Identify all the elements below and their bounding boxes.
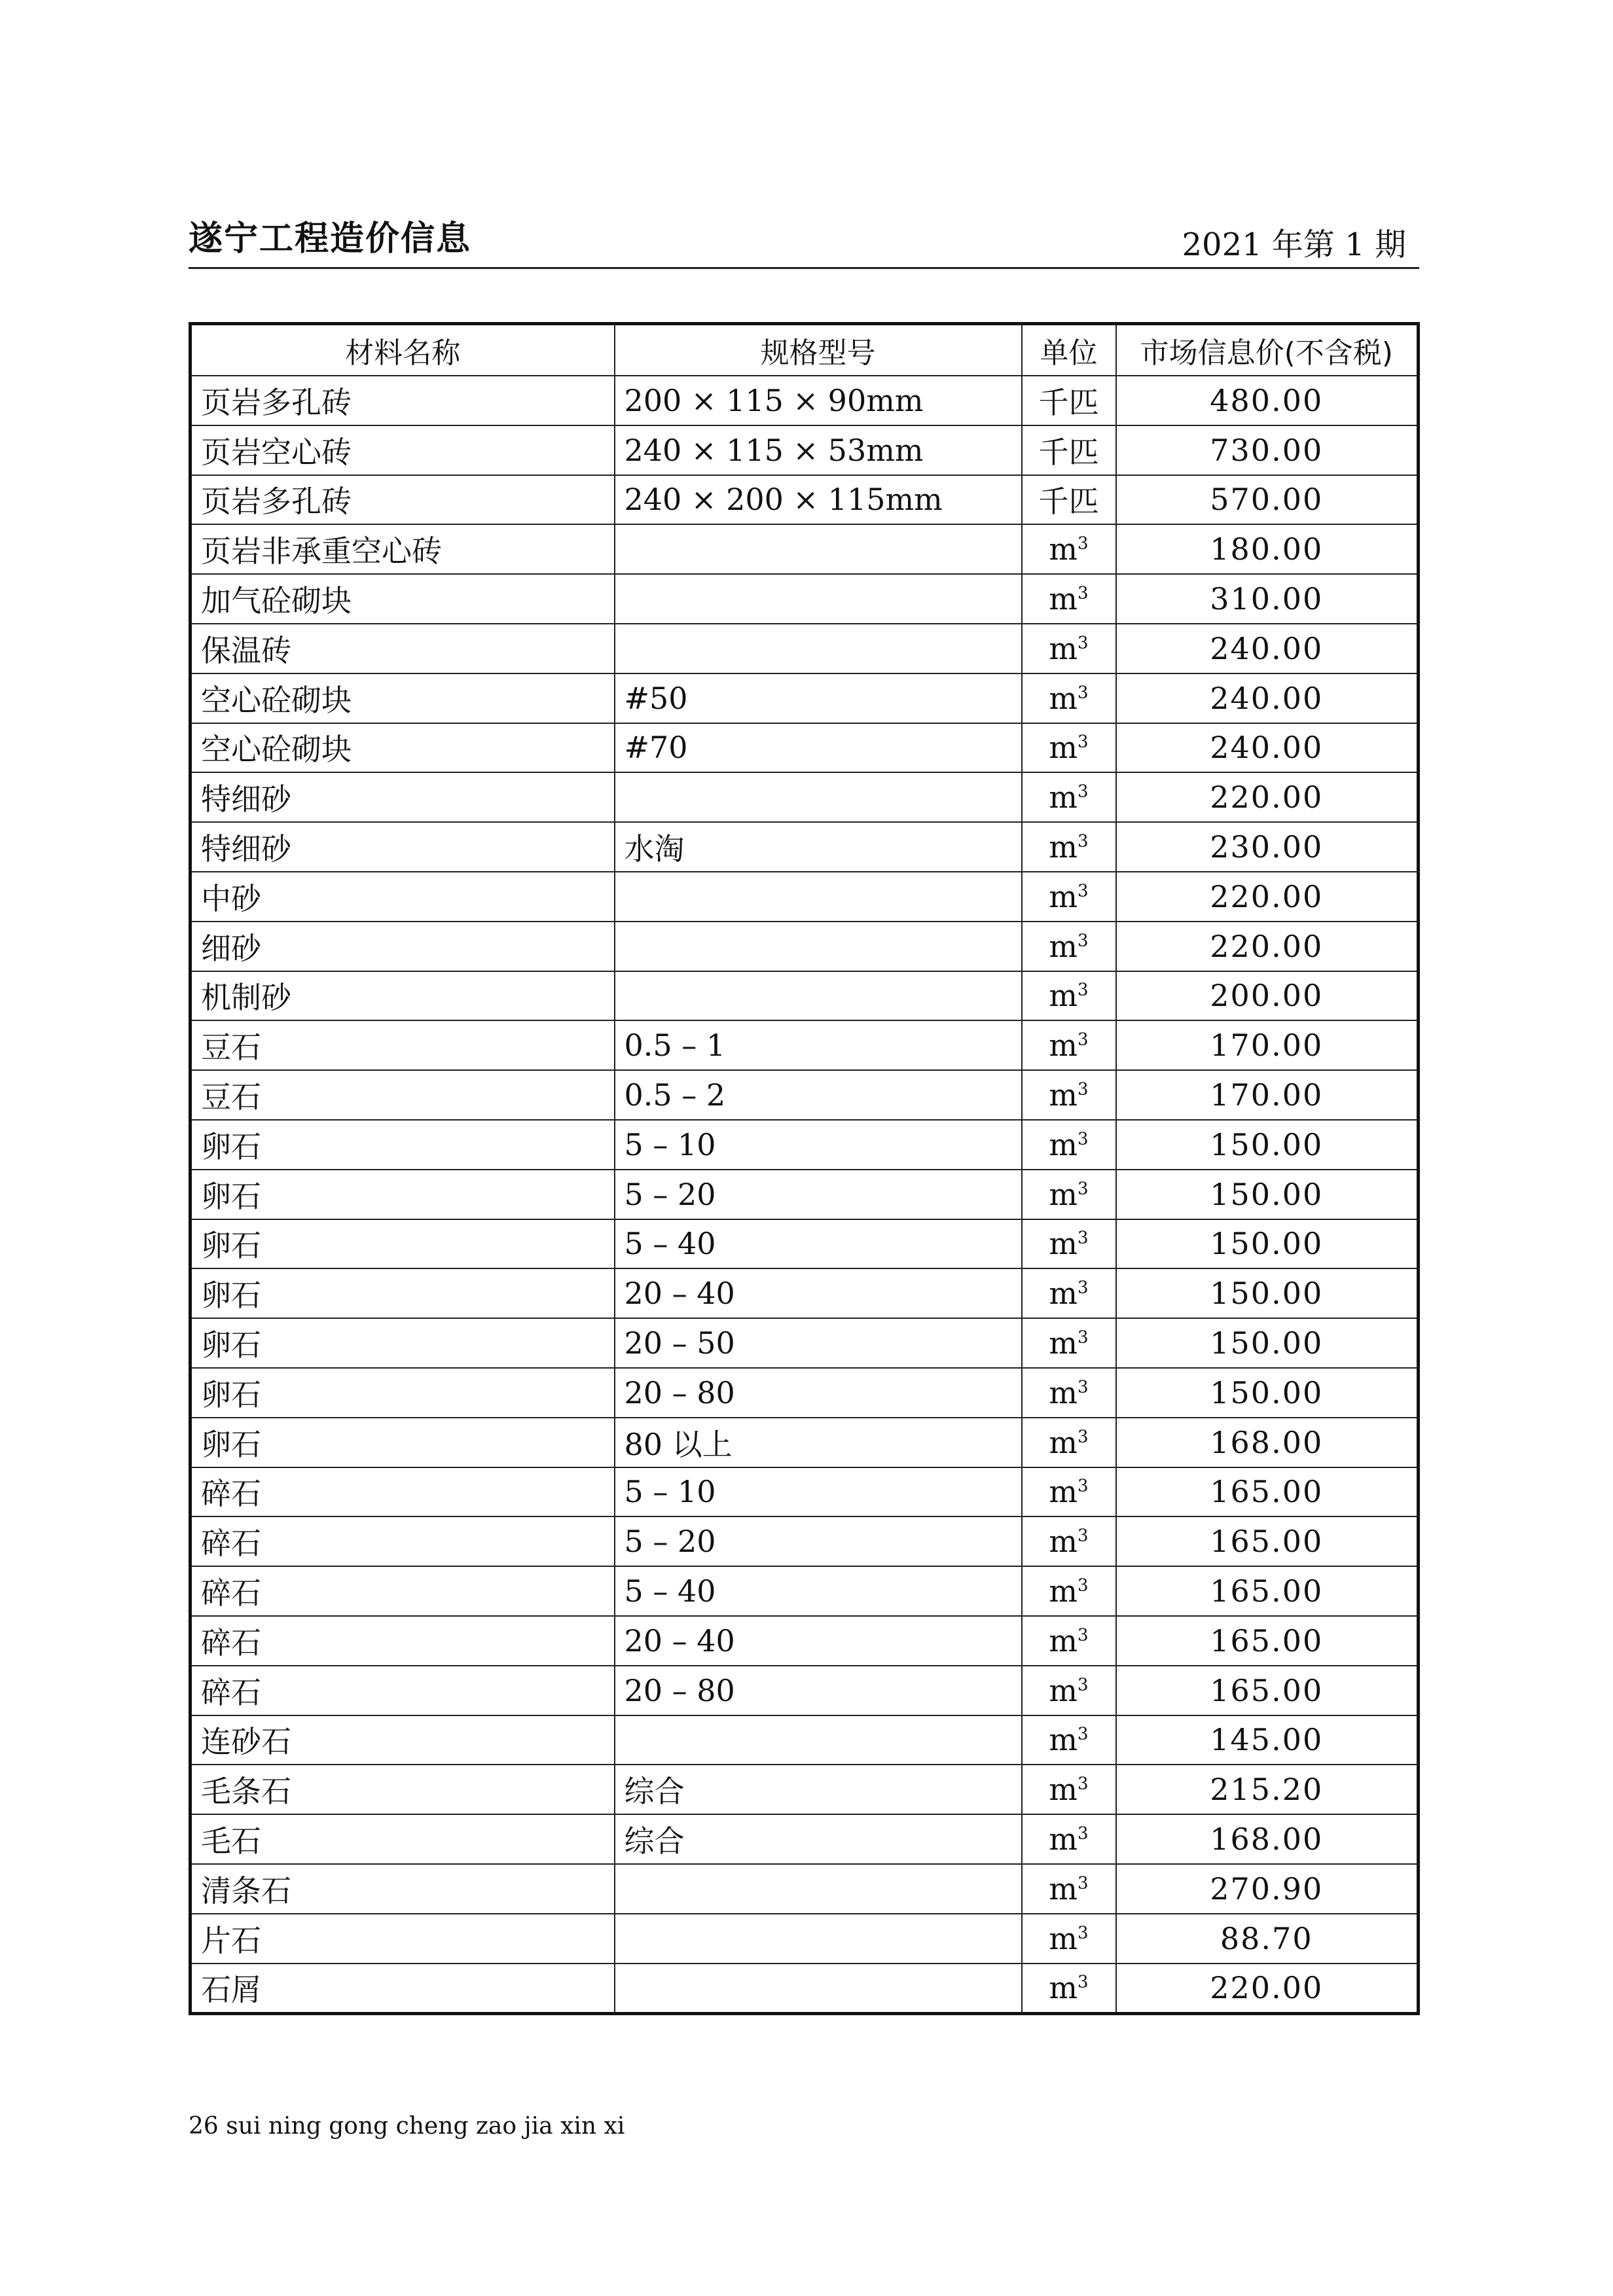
price-cell: 570.00 — [1116, 475, 1419, 525]
cubic-superscript: 3 — [1078, 1129, 1089, 1149]
price-cell: 220.00 — [1116, 772, 1419, 822]
price-cell: 220.00 — [1116, 1964, 1419, 2014]
material-name-cell: 石屑 — [190, 1964, 615, 2014]
spec-cell: 5 – 40 — [615, 1566, 1022, 1616]
table-row — [190, 1219, 1419, 1269]
cubic-superscript: 3 — [1078, 1179, 1089, 1199]
unit-cell: $m^3$ — [1022, 574, 1116, 624]
price-cell: 220.00 — [1116, 922, 1419, 971]
cubic-superscript: 3 — [1078, 1030, 1089, 1050]
unit-cell: $m^3$ — [1022, 1219, 1116, 1269]
table-row — [190, 1020, 1419, 1070]
column-header-unit: 单位 — [1022, 324, 1116, 376]
spec-cell — [615, 1715, 1022, 1765]
unit-cell: $m^3$ — [1022, 1914, 1116, 1964]
material-name-cell: 豆石 — [190, 1070, 615, 1120]
cubic-superscript: 3 — [1078, 831, 1089, 852]
spec-cell — [615, 524, 1022, 574]
price-cell: 150.00 — [1116, 1268, 1419, 1318]
material-name-cell: 碎石 — [190, 1467, 615, 1517]
cubic-superscript: 3 — [1078, 533, 1089, 554]
unit-cell: $m^3$ — [1022, 1318, 1116, 1368]
spec-cell: 5 – 10 — [615, 1467, 1022, 1517]
unit-cell: $m^3$ — [1022, 1765, 1116, 1814]
material-name-cell: 保温砖 — [190, 624, 615, 673]
price-cell: 310.00 — [1116, 574, 1419, 624]
material-name-cell: 豆石 — [190, 1020, 615, 1070]
unit-cell: $m^3$ — [1022, 1864, 1116, 1914]
spec-cell: 0.5 – 1 — [615, 1020, 1022, 1070]
column-header-spec: 规格型号 — [615, 324, 1022, 376]
table-row — [190, 1268, 1419, 1318]
table-row — [190, 1120, 1419, 1170]
table-row — [190, 1765, 1419, 1814]
material-name-cell: 碎石 — [190, 1616, 615, 1666]
spec-cell: 5 – 20 — [615, 1516, 1022, 1566]
unit-cell: $m^3$ — [1022, 1616, 1116, 1666]
material-name-cell: 卵石 — [190, 1268, 615, 1318]
table-row — [190, 673, 1419, 723]
table-row — [190, 624, 1419, 673]
material-name-cell: 清条石 — [190, 1864, 615, 1914]
unit-cell: $m^3$ — [1022, 1170, 1116, 1219]
material-name-cell: 细砂 — [190, 922, 615, 971]
price-cell: 150.00 — [1116, 1120, 1419, 1170]
spec-cell: 水淘 — [615, 822, 1022, 872]
spec-cell — [615, 574, 1022, 624]
price-cell: 165.00 — [1116, 1616, 1419, 1666]
material-name-cell: 页岩非承重空心砖 — [190, 524, 615, 574]
spec-cell: 20 – 50 — [615, 1318, 1022, 1368]
spec-cell: 240 × 115 × 53mm — [615, 425, 1022, 475]
price-cell: 150.00 — [1116, 1219, 1419, 1269]
price-cell: 165.00 — [1116, 1516, 1419, 1566]
price-cell: 240.00 — [1116, 624, 1419, 673]
material-name-cell: 特细砂 — [190, 772, 615, 822]
material-name-cell: 连砂石 — [190, 1715, 615, 1765]
unit-cell: $m^3$ — [1022, 1964, 1116, 2014]
unit-cell: $m^3$ — [1022, 1566, 1116, 1616]
cubic-superscript: 3 — [1078, 1377, 1089, 1397]
material-name-cell: 碎石 — [190, 1666, 615, 1715]
table-body — [190, 376, 1419, 2014]
table-row — [190, 1566, 1419, 1616]
unit-cell: $m^3$ — [1022, 624, 1116, 673]
cubic-superscript: 3 — [1078, 683, 1089, 703]
cubic-superscript: 3 — [1078, 881, 1089, 901]
cubic-superscript: 3 — [1078, 1477, 1089, 1497]
unit-cell: $m^3$ — [1022, 1516, 1116, 1566]
price-cell: 170.00 — [1116, 1070, 1419, 1120]
spec-cell — [615, 1964, 1022, 2014]
unit-cell: $m^3$ — [1022, 1020, 1116, 1070]
price-table — [189, 322, 1420, 2015]
price-cell: 150.00 — [1116, 1170, 1419, 1219]
spec-cell: 5 – 10 — [615, 1120, 1022, 1170]
footer-text: 26 sui ning gong cheng zao jia xin xi — [189, 2113, 625, 2140]
table-row — [190, 971, 1419, 1021]
cubic-superscript: 3 — [1078, 980, 1089, 1001]
header-divider — [189, 267, 1419, 269]
material-name-cell: 页岩多孔砖 — [190, 475, 615, 525]
spec-cell: #50 — [615, 673, 1022, 723]
price-cell: 215.20 — [1116, 1765, 1419, 1814]
material-name-cell: 特细砂 — [190, 822, 615, 872]
unit-cell: 千匹 — [1022, 376, 1116, 425]
table-row — [190, 1318, 1419, 1368]
material-name-cell: 机制砂 — [190, 971, 615, 1021]
price-cell: 220.00 — [1116, 872, 1419, 922]
price-cell: 145.00 — [1116, 1715, 1419, 1765]
material-name-cell: 页岩空心砖 — [190, 425, 615, 475]
unit-cell: $m^3$ — [1022, 1666, 1116, 1715]
cubic-superscript: 3 — [1078, 1229, 1089, 1249]
price-cell: 480.00 — [1116, 376, 1419, 425]
spec-cell: 综合 — [615, 1814, 1022, 1864]
spec-cell — [615, 971, 1022, 1021]
spec-cell: 综合 — [615, 1765, 1022, 1814]
spec-cell: 20 – 80 — [615, 1368, 1022, 1418]
page-title: 遂宁工程造价信息 — [189, 219, 472, 259]
spec-cell: 20 – 40 — [615, 1268, 1022, 1318]
material-name-cell: 碎石 — [190, 1516, 615, 1566]
table-header-row — [190, 324, 1419, 376]
table-row — [190, 1516, 1419, 1566]
spec-cell — [615, 922, 1022, 971]
cubic-superscript: 3 — [1078, 781, 1089, 802]
unit-cell: $m^3$ — [1022, 723, 1116, 773]
spec-cell: 0.5 – 2 — [615, 1070, 1022, 1120]
table-row — [190, 1467, 1419, 1517]
price-cell: 200.00 — [1116, 971, 1419, 1021]
table-row — [190, 922, 1419, 971]
unit-cell: $m^3$ — [1022, 1268, 1116, 1318]
cubic-superscript: 3 — [1078, 931, 1089, 951]
table-row — [190, 574, 1419, 624]
unit-cell: $m^3$ — [1022, 971, 1116, 1021]
unit-cell: $m^3$ — [1022, 922, 1116, 971]
table-row — [190, 1666, 1419, 1715]
spec-cell: 5 – 40 — [615, 1219, 1022, 1269]
unit-cell: $m^3$ — [1022, 1368, 1116, 1418]
price-cell: 165.00 — [1116, 1566, 1419, 1616]
price-cell: 230.00 — [1116, 822, 1419, 872]
price-cell: 170.00 — [1116, 1020, 1419, 1070]
price-cell: 168.00 — [1116, 1418, 1419, 1467]
issue-label: 2021 年第 1 期 — [1182, 226, 1406, 263]
table-row — [190, 1170, 1419, 1219]
price-cell: 730.00 — [1116, 425, 1419, 475]
material-name-cell: 碎石 — [190, 1566, 615, 1616]
cubic-superscript: 3 — [1078, 1675, 1089, 1695]
spec-cell: 20 – 40 — [615, 1616, 1022, 1666]
table-row — [190, 1715, 1419, 1765]
unit-cell: $m^3$ — [1022, 673, 1116, 723]
material-name-cell: 空心砼砌块 — [190, 723, 615, 773]
cubic-superscript: 3 — [1078, 1079, 1089, 1100]
price-cell: 165.00 — [1116, 1467, 1419, 1517]
table-row — [190, 425, 1419, 475]
column-header-price: 市场信息价(不含税) — [1116, 324, 1419, 376]
spec-cell: 20 – 80 — [615, 1666, 1022, 1715]
table-row — [190, 376, 1419, 425]
cubic-superscript: 3 — [1078, 633, 1089, 653]
table-row — [190, 475, 1419, 525]
cubic-superscript: 3 — [1078, 1526, 1089, 1546]
material-name-cell: 卵石 — [190, 1318, 615, 1368]
material-name-cell: 空心砼砌块 — [190, 673, 615, 723]
cubic-superscript: 3 — [1078, 1973, 1089, 1993]
table-row — [190, 1418, 1419, 1467]
cubic-superscript: 3 — [1078, 1823, 1089, 1844]
unit-cell: $m^3$ — [1022, 1467, 1116, 1517]
material-name-cell: 毛石 — [190, 1814, 615, 1864]
price-cell: 240.00 — [1116, 673, 1419, 723]
cubic-superscript: 3 — [1078, 732, 1089, 753]
table-row — [190, 524, 1419, 574]
price-cell: 88.70 — [1116, 1914, 1419, 1964]
table-row — [190, 772, 1419, 822]
material-name-cell: 片石 — [190, 1914, 615, 1964]
spec-cell — [615, 624, 1022, 673]
spec-cell: #70 — [615, 723, 1022, 773]
unit-cell: $m^3$ — [1022, 1715, 1116, 1765]
table-row — [190, 723, 1419, 773]
table-row — [190, 1914, 1419, 1964]
unit-cell: $m^3$ — [1022, 1418, 1116, 1467]
price-cell: 240.00 — [1116, 723, 1419, 773]
table-row — [190, 1814, 1419, 1864]
unit-cell: $m^3$ — [1022, 524, 1116, 574]
spec-cell: 5 – 20 — [615, 1170, 1022, 1219]
spec-cell — [615, 1864, 1022, 1914]
unit-cell: 千匹 — [1022, 425, 1116, 475]
table-row — [190, 822, 1419, 872]
material-name-cell: 卵石 — [190, 1170, 615, 1219]
material-name-cell: 卵石 — [190, 1120, 615, 1170]
price-cell: 150.00 — [1116, 1368, 1419, 1418]
spec-cell — [615, 872, 1022, 922]
cubic-superscript: 3 — [1078, 1575, 1089, 1596]
unit-cell: $m^3$ — [1022, 822, 1116, 872]
table-row — [190, 1070, 1419, 1120]
spec-cell: 200 × 115 × 90mm — [615, 376, 1022, 425]
price-cell: 180.00 — [1116, 524, 1419, 574]
unit-cell: $m^3$ — [1022, 772, 1116, 822]
unit-cell: $m^3$ — [1022, 1120, 1116, 1170]
column-header-name: 材料名称 — [190, 324, 615, 376]
price-cell: 270.90 — [1116, 1864, 1419, 1914]
unit-cell: $m^3$ — [1022, 872, 1116, 922]
table-row — [190, 872, 1419, 922]
material-name-cell: 加气砼砌块 — [190, 574, 615, 624]
cubic-superscript: 3 — [1078, 1873, 1089, 1893]
cubic-superscript: 3 — [1078, 1427, 1089, 1447]
cubic-superscript: 3 — [1078, 583, 1089, 603]
unit-cell: $m^3$ — [1022, 1070, 1116, 1120]
table-row — [190, 1864, 1419, 1914]
unit-cell: $m^3$ — [1022, 1814, 1116, 1864]
material-name-cell: 毛条石 — [190, 1765, 615, 1814]
material-name-cell: 卵石 — [190, 1368, 615, 1418]
spec-cell: 240 × 200 × 115mm — [615, 475, 1022, 525]
price-cell: 150.00 — [1116, 1318, 1419, 1368]
cubic-superscript: 3 — [1078, 1725, 1089, 1745]
table-row — [190, 1368, 1419, 1418]
spec-cell: 80 以上 — [615, 1418, 1022, 1467]
price-cell: 168.00 — [1116, 1814, 1419, 1864]
material-name-cell: 页岩多孔砖 — [190, 376, 615, 425]
material-name-cell: 卵石 — [190, 1418, 615, 1467]
table-row — [190, 1616, 1419, 1666]
spec-cell — [615, 772, 1022, 822]
cubic-superscript: 3 — [1078, 1327, 1089, 1348]
unit-cell: 千匹 — [1022, 475, 1116, 525]
material-name-cell: 中砂 — [190, 872, 615, 922]
cubic-superscript: 3 — [1078, 1278, 1089, 1298]
price-cell: 165.00 — [1116, 1666, 1419, 1715]
material-name-cell: 卵石 — [190, 1219, 615, 1269]
cubic-superscript: 3 — [1078, 1923, 1089, 1943]
table-row — [190, 1964, 1419, 2014]
cubic-superscript: 3 — [1078, 1774, 1089, 1794]
spec-cell — [615, 1914, 1022, 1964]
cubic-superscript: 3 — [1078, 1625, 1089, 1645]
